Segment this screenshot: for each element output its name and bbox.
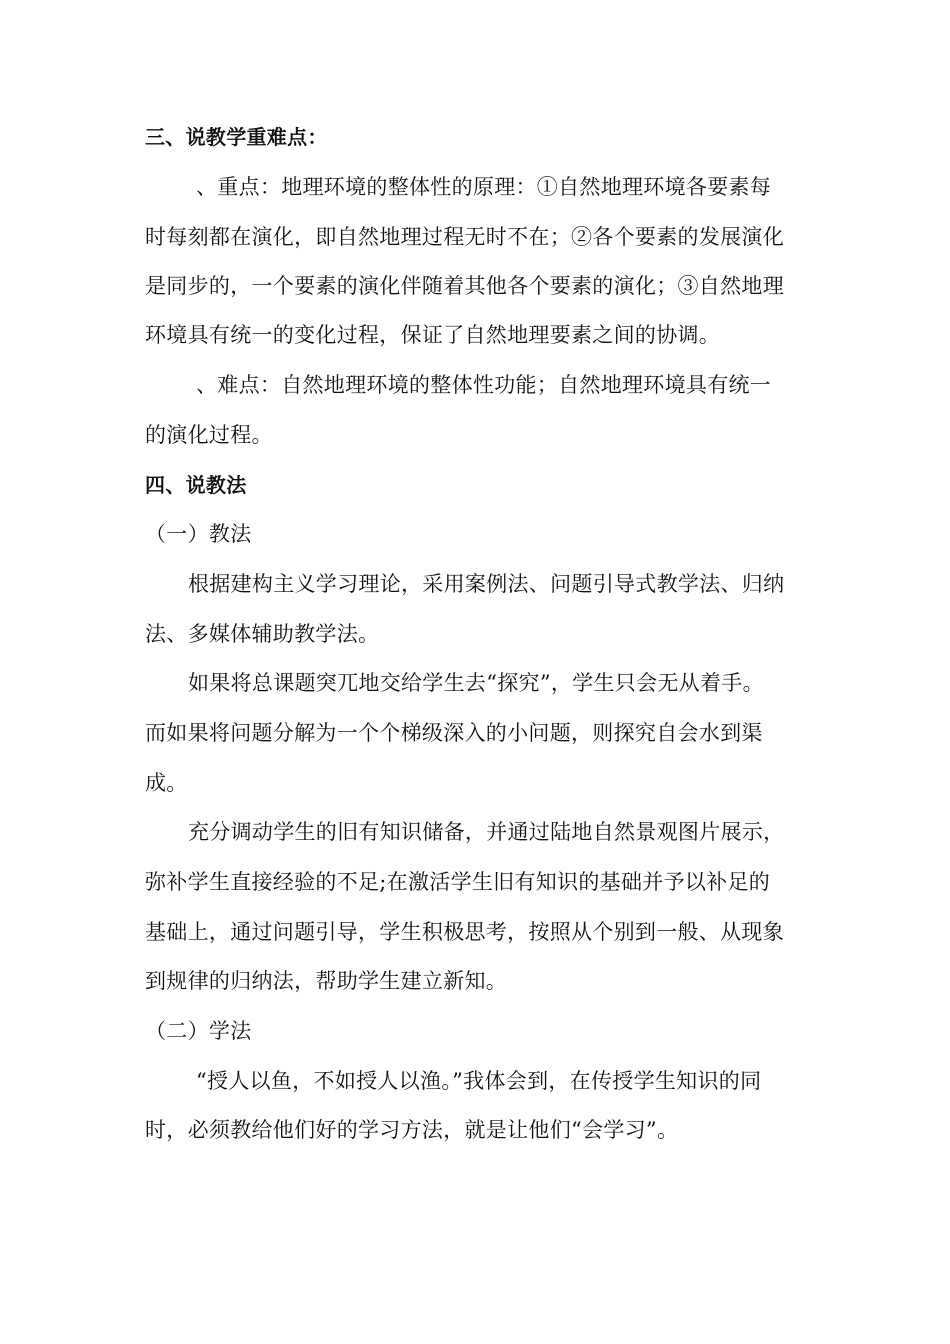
section-heading-methods: 四、说教法: [145, 473, 247, 497]
paragraph-line: 法、多媒体辅助教学法。: [145, 622, 380, 646]
difficult-points-line: 的演化过程。: [145, 423, 273, 447]
key-points-line: 时每刻都在演化，即自然地理过程无时不在；②各个要素的发展演化: [145, 225, 784, 249]
paragraph-line: 成。: [145, 771, 188, 795]
paragraph-line: 基础上，通过问题引导，学生积极思考，按照从个别到一般、从现象: [145, 920, 784, 944]
key-points-line: 环境具有统一的变化过程，保证了自然地理要素之间的协调。: [145, 323, 721, 347]
paragraph-line: 到规律的归纳法，帮助学生建立新知。: [145, 969, 508, 993]
paragraph-line: “授人以鱼，不如授人以渔。”我体会到，在传授学生知识的同: [196, 1069, 762, 1093]
paragraph-line: 时，必须教给他们好的学习方法，就是让他们“会学习”。: [145, 1118, 679, 1142]
paragraph-line: 根据建构主义学习理论，采用案例法、问题引导式教学法、归纳: [188, 572, 785, 596]
difficult-points-line: 、难点：自然地理环境的整体性功能；自然地理环境具有统一: [196, 373, 772, 397]
subheading-teaching-method: （一）教法: [145, 522, 252, 546]
paragraph-line: 如果将总课题突兀地交给学生去“探究”，学生只会无从着手。: [188, 671, 764, 695]
key-points-line: 、重点：地理环境的整体性的原理：①自然地理环境各要素每: [196, 175, 772, 199]
paragraph-line: 充分调动学生的旧有知识储备，并通过陆地自然景观图片展示，: [188, 820, 785, 844]
paragraph-line: 弥补学生直接经验的不足;在激活学生旧有知识的基础并予以补足的: [145, 870, 771, 894]
key-points-line: 是同步的，一个要素的演化伴随着其他各个要素的演化；③自然地理: [145, 274, 784, 298]
paragraph-line: 而如果将问题分解为一个个梯级深入的小问题，则探究自会水到渠: [145, 721, 763, 745]
subheading-learning-method: （二）学法: [145, 1019, 252, 1043]
section-heading-difficulties: 三、说教学重难点：: [145, 125, 328, 149]
